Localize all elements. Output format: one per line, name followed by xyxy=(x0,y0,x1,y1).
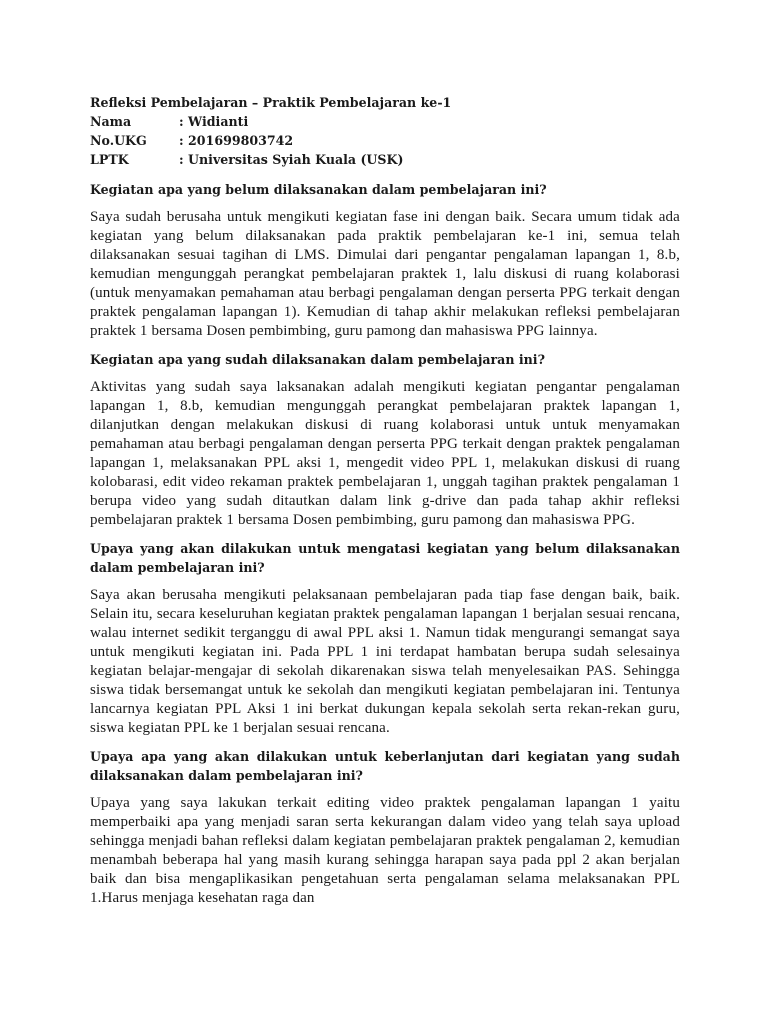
section-3-question: Upaya yang akan dilakukan untuk mengatasi kegiatan yang belum dilaksanakan dalam pembelajaran ini? xyxy=(90,541,680,575)
field-label: No.UKG xyxy=(90,133,147,148)
document-page xyxy=(90,93,680,917)
section-2-question: Kegiatan apa yang sudah dilaksanakan dalam pembelajaran ini? xyxy=(90,352,545,367)
field-value: : 201699803742 xyxy=(179,133,294,148)
field-label: LPTK xyxy=(90,152,129,167)
field-lptk xyxy=(90,150,680,169)
section-2-answer: Aktivitas yang sudah saya laksanakan adalah mengikuti kegiatan pengantar pengalaman lapangan 1, 8.b, kemudian mengunggah perangkat pembelajaran praktek lapangan 1, dilanjutkan dengan melakukan diskusi di ruang kolaborasi untuk untuk menyamakan pemahaman atau berbagi pengalaman dengan perserta PPG terkait dengan praktek pengalaman lapangan 1, melaksanakan PPL aksi 1, mengedit video PPL 1, melakukan diskusi di ruang kolobarasi, edit video rekaman praktek pembelajaran 1, unggah tagihan praktek pengalaman 1 berupa video yang sudah ditautkan dalam link g-drive dan pada tahap akhir refleksi pembelajaran praktek 1 bersama Dosen pembimbing, guru pamong dan mahasiswa PPG. xyxy=(90,379,680,528)
field-value: : Widianti xyxy=(179,114,249,129)
field-value: : Universitas Syiah Kuala (USK) xyxy=(179,152,404,167)
section-4-answer: Upaya yang saya lakukan terkait editing video praktek pengalaman lapangan 1 yaitu memperbaiki apa yang menjadi saran serta kekurangan dalam video yang telah saya upload sehingga menjadi bahan refleksi dalam kegiatan pembelajaran praktek pengalaman 2, kemudian menambah beberapa hal yang masih kurang sehingga harapan saya pada ppl 2 akan berjalan baik dan bisa mengaplikasikan pengetahuan serta pengalaman selama melaksanakan PPL 1.Harus menjaga kesehatan raga dan xyxy=(90,795,680,906)
section-4-question: Upaya apa yang akan dilakukan untuk keberlanjutan dari kegiatan yang sudah dilaksanakan dalam pembelajaran ini? xyxy=(90,749,680,783)
section-1-answer: Saya sudah berusaha untuk mengikuti kegiatan fase ini dengan baik. Secara umum tidak ada kegiatan yang belum dilaksanakan pada praktik pembelajaran ke-1 ini, semua telah dilaksanakan sesuai tagihan di LMS. Dimulai dari pengantar pengalaman lapangan 1, 8.b, kemudian mengunggah perangkat pembelajaran praktek 1, lalu diskusi di ruang kolaborasi (untuk menyamakan pemahaman atau berbagi pengalaman dengan perserta PPG terkait dengan praktek pengalaman lapangan 1). Kemudian di tahap akhir melakukan refleksi pembelajaran praktek 1 bersama Dosen pembimbing, guru pamong dan mahasiswa PPG lainnya. xyxy=(90,209,680,339)
field-nama xyxy=(90,112,680,131)
section-3-answer: Saya akan berusaha mengikuti pelaksanaan pembelajaran pada tiap fase dengan baik, baik. Selain itu, secara keseluruhan kegiatan praktek pengalaman lapangan 1 berjalan sesuai rencana, walau internet sedikit terganggu di awal PPL aksi 1. Namun tidak mengurangi semangat saya untuk mengikuti kegiatan ini. Pada PPL 1 ini terdapat hambatan berupa sudah selesainya kegiatan belajar-mengajar di sekolah dikarenakan siswa telah menyelesaikan PAS. Sehingga siswa tidak bersemangat untuk ke sekolah dan mengikuti kegiatan pembelajaran ini. Tentunya lancarnya kegiatan PPL Aksi 1 ini berkat dukungan kepala sekolah serta rekan-rekan guru, siswa kegiatan PPL ke 1 berjalan sesuai rencana. xyxy=(90,587,680,736)
document-title: Refleksi Pembelajaran – Praktik Pembelajaran ke-1 xyxy=(90,95,452,110)
field-no-ukg xyxy=(90,131,680,150)
field-label: Nama xyxy=(90,114,132,129)
section-1-question: Kegiatan apa yang belum dilaksanakan dalam pembelajaran ini? xyxy=(90,182,547,197)
document-header xyxy=(90,93,680,169)
